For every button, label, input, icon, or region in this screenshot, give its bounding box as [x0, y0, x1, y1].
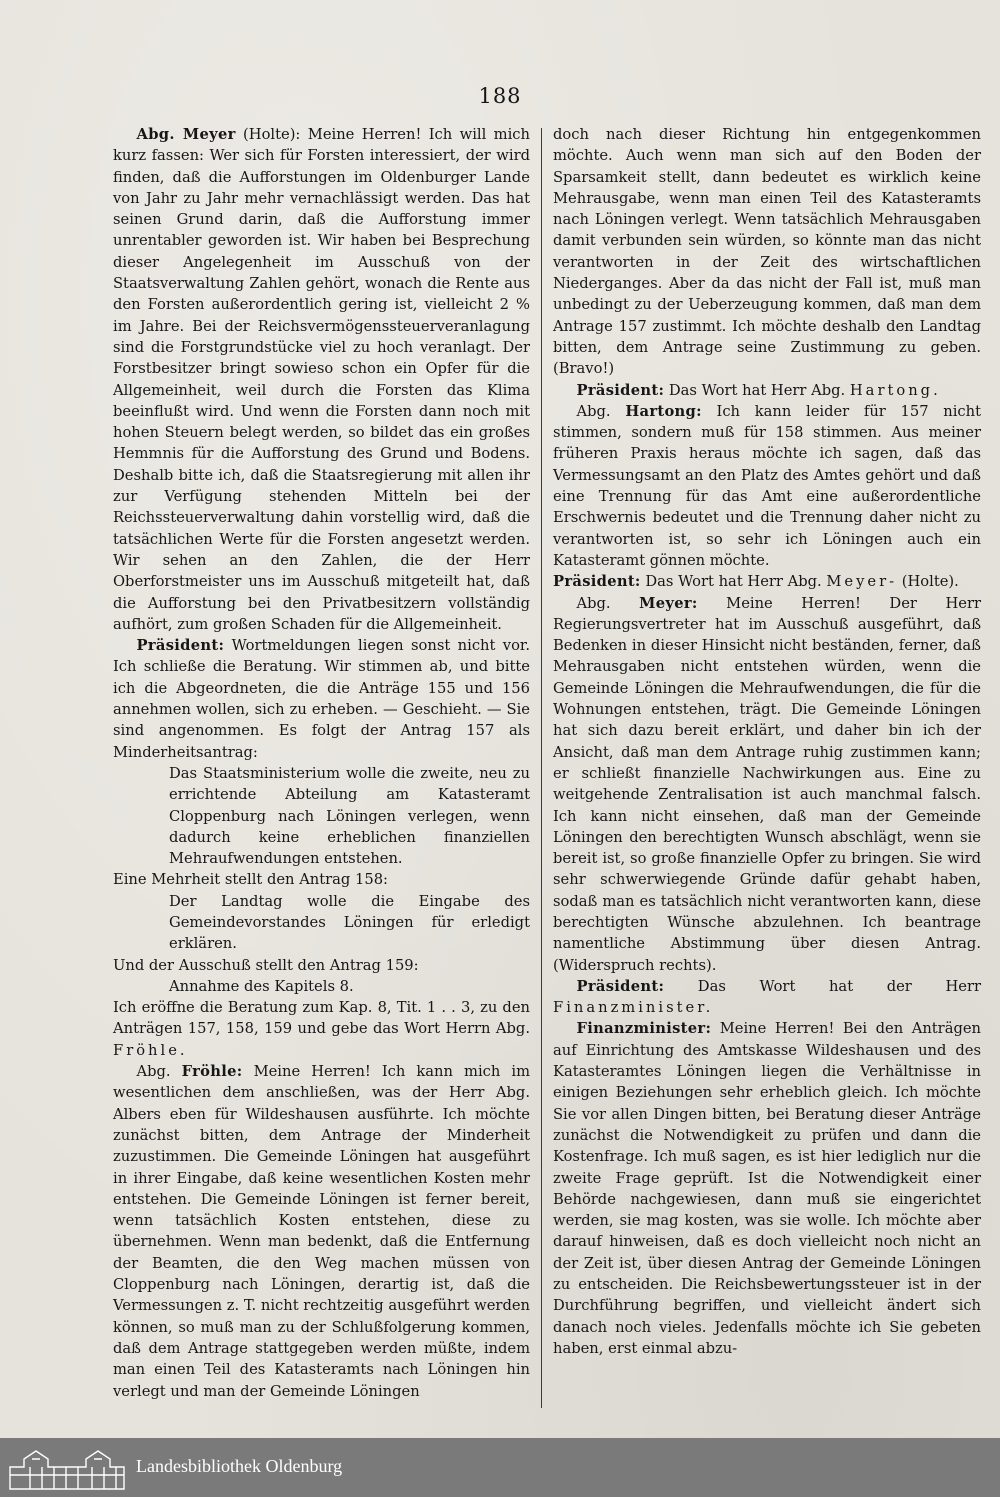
paragraph-meyer — [113, 124, 530, 635]
paragraph-praesident — [113, 635, 530, 763]
left-column — [113, 124, 530, 1402]
speaker-label: Abg. Meyer — [136, 126, 236, 143]
paragraph-finanzminister — [553, 1018, 981, 1359]
paragraph-text: (Holte): Meine Herren! Ich will mich kurz fassen: Wer sich für Forsten interessiert, der wird finden, daß die Aufforstungen im Oldenburger Lande von Jahr zu Jahr mehr vernachlässigt werden. Das hat seinen Grund darin, daß die Aufforstung immer unrentabler geworden ist. Wir haben bei Besprechung dieser Angelegenheit im Ausschuß von der Staatsverwaltung Zahlen gehört, wonach die Rente aus den Forsten außerordentlich gering ist, vielleicht 2 % im Jahre. Bei der Reichsvermögenssteuerveranlagung sind die Forstgrundstücke viel zu hoch veranlagt. Der Forstbesitzer bringt sowieso schon ein Opfer für die Allgemeinheit, weil durch die Forsten das Klima beeinflußt wird. Und wenn die Forsten dann noch mit hohen Steuern belegt werden, so bildet das ein großes Hemmnis für die Aufforstung des Grund und Bodens. Deshalb bitte ich, daß die Staatsregierung mit allen ihr zur Verfügung stehenden Mitteln bei der Reichssteuerverwaltung dahin vorstellig wird, daß die tatsächlichen Werte für die Forsten angesetzt werden. Wir sehen an den Zahlen, die der Herr Oberforstmeister uns im Ausschuß mitgeteilt hat, daß die Aufforstung bei den Privatbesitzern vollständig aufhört, zum großen Schaden für die Allgemeinheit. — [113, 126, 530, 633]
speaker-label: Hartong: — [625, 402, 702, 420]
paragraph-text: Ich kann leider für 157 nicht stimmen, sondern muß für 158 stimmen. Aus meiner früheren Praxis heraus möchte ich sagen, daß das Vermessungsamt an den Platz des Amtes gehört und daß eine Trennung für das Amt eine außerordentliche Erschwernis bedeutet und die Trennung daher nicht zu verantworten ist, so sehr ich Löningen auch ein Katasteramt gönnen möchte. — [553, 402, 982, 569]
paragraph-praesident — [553, 976, 981, 1019]
paragraph-praesident — [553, 380, 981, 401]
speaker-label: Präsident: — [136, 637, 225, 655]
speaker-label: Finanzminister: — [576, 1020, 712, 1038]
motion-quote-158: Der Landtag wolle die Eingabe des Gemeindevorstandes Löningen für erledigt erklären. — [169, 892, 530, 953]
library-building-logo-icon — [6, 1445, 128, 1491]
library-name: Landesbibliothek Oldenburg — [136, 1456, 343, 1476]
paragraph-text: Meine Herren! Der Herr Regierungsvertreter hat im Ausschuß ausgeführt, daß Bedenken in dieser Hinsicht nicht beständen, ferner, daß Mehrausgaben nicht entstehen würden, wenn die Gemeinde Löningen die Mehraufwendungen, die für die Wohnungen entstehen, trägt. Die Gemeinde Löningen hat sich dazu bereit erklärt, und daher bin ich der Ansicht, daß man dem Antrage ruhig zustimmen kann; er schließt finanzielle Nachwirkungen aus. Eine zu weitgehende Zentralisation ist auch manchmal falsch. Ich kann nicht einsehen, daß man der Gemeinde Löningen den berechtigten Wunsch abschlägt, wenn sie bereit ist, so große finanzielle Opfer zu bringen. Sie wird sehr schwerwiegende Gründe dafür gehabt haben, sodaß man es tatsächlich nicht verantworten kann, diese berechtigten Wünsche abzulehnen. Ich beantrage namentliche Abstimmung über diesen Antrag. (Widerspruch rechts). — [553, 594, 981, 974]
speaker-suffix: (Holte). — [901, 573, 959, 591]
motion-quote-157: Das Staatsministerium wolle die zweite, neu zu errichtende Abteilung am Katasteramt Cloppenburg nach Löningen verlegen, wenn dadurch keine erheblichen finanziellen Mehraufwendungen entstehen. — [169, 764, 530, 868]
speaker-prefix: Abg. — [576, 402, 611, 420]
speaker-label: Präsident: — [553, 573, 641, 591]
speaker-prefix: Abg. — [576, 594, 611, 612]
paragraph-praesident — [553, 571, 981, 592]
paragraph-text: Meine Herren! Bei den Anträgen auf Einrichtung des Amtskasse Wildeshausen und des Katasteramtes Löningen liegen die Verhältnisse in einigen Beziehungen sehr erheblich gleich. Ich möchte Sie vor allen Dingen bitten, bei Beratung dieser Anträge zunächst die Notwendigkeit zu prüfen und dann die Kostenfrage. Ich muß sagen, es ist hier lediglich nur die zweite Frage geprüft. Ist die Notwendigkeit einer Behörde nachgewiesen, dann muß sie eingerichtet werden, sie mag kosten, was sie wolle. Ich möchte aber darauf hinweisen, daß es doch vielleicht noch nicht an der Zeit ist, über diesen Antrag der Gemeinde Löningen zu entscheiden. Die Reichsbewertungssteuer ist in der Durchführung begriffen, und vielleicht ändert sich danach noch vieles. Jedenfalls möchte ich Sie gebeten haben, erst einmal abzu- — [553, 1020, 982, 1357]
paragraph-froehle — [113, 1061, 530, 1402]
right-column — [553, 124, 981, 1359]
column-divider — [541, 128, 542, 1408]
speaker-prefix: Abg. — [136, 1063, 171, 1081]
speaker-name: Hartong. — [849, 381, 941, 399]
paragraph-text: Wortmeldungen liegen sonst nicht vor. Ich schließe die Beratung. Wir stimmen ab, und bitte ich die Abgeordneten, die die Anträge 155 und 156 annehmen wollen, sich zu erheben. — Geschieht. — Sie sind angenommen. Es folgt der Antrag 157 als Minderheitsantrag: — [113, 637, 531, 761]
speaker-label: Präsident: — [576, 381, 665, 399]
motion-quote-159: Annahme des Kapitels 8. — [169, 977, 354, 995]
page-number: 188 — [478, 84, 522, 108]
paragraph-antrag-158: Eine Mehrheit stellt den Antrag 158: — [113, 871, 388, 889]
speaker-label: Meyer: — [639, 594, 698, 612]
footer-bar — [0, 1438, 1000, 1497]
speaker-label: Fröhle: — [181, 1063, 243, 1081]
speaker-name: Fröhle. — [113, 1041, 188, 1059]
speaker-name: Finanzminister. — [553, 999, 714, 1017]
paragraph-beratung — [113, 997, 530, 1061]
paragraph-text: Das Wort hat Herr Abg. — [668, 381, 846, 399]
paragraph-text: Das Wort hat Herr Abg. — [645, 573, 822, 591]
paragraph-continuation: doch nach dieser Richtung hin entgegenkommen möchte. Auch wenn man sich auf den Boden der Sparsamkeit stellt, dann bedeutet es wirklich keine Mehrausgabe, wenn man einen Teil des Katasteramts nach Löningen verlegt. Wenn tatsächlich Mehrausgaben damit verbunden sein würden, so könnte man das nicht verantworten in der Zeit des wirtschaftlichen Niederganges. Aber da das nicht der Fall ist, muß man unbedingt zu der Ueberzeugung kommen, daß man dem Antrage 157 zustimmt. Ich möchte deshalb den Landtag bitten, dem Antrage seine Zustimmung zu geben. (Bravo!) — [553, 126, 981, 378]
speaker-label: Präsident: — [576, 977, 665, 995]
paragraph-text: Ich eröffne die Beratung zum Kap. 8, Tit. 1 . . 3, zu den Anträgen 157, 158, 159 und gebe das Wort Herrn Abg. — [113, 999, 530, 1038]
paragraph-text: Meine Herren! Ich kann mich im wesentlichen dem anschließen, was der Herr Abg. Albers eben für Wildeshausen ausführte. Ich möchte zunächst bitten, dem Antrage der Minderheit zuzustimmen. Die Gemeinde Löningen hat ausgeführt in ihrer Eingabe, daß keine wesentlichen Kosten mehr entstehen. Die Gemeinde Löningen ist ferner bereit, wenn tatsächlich Kosten entstehen, diese zu übernehmen. Wenn man bedenkt, daß die Entfernung der Beamten, die den Weg machen müssen von Cloppenburg nach Löningen, derartig ist, daß die Vermessungen z. T. nicht rechtzeitig ausgeführt werden können, so muß man zu der Schlußfolgerung kommen, daß dem Antrage stattgegeben werden müßte, indem man einen Teil des Katasteramts nach Löningen hin verlegt und man der Gemeinde Löningen — [113, 1063, 531, 1400]
paragraph-meyer — [553, 593, 981, 976]
speaker-name: Meyer- — [826, 573, 898, 591]
paragraph-hartong — [553, 401, 981, 571]
paragraph-text: Das Wort hat der Herr — [697, 977, 981, 995]
paragraph-antrag-159: Und der Ausschuß stellt den Antrag 159: — [113, 956, 419, 974]
